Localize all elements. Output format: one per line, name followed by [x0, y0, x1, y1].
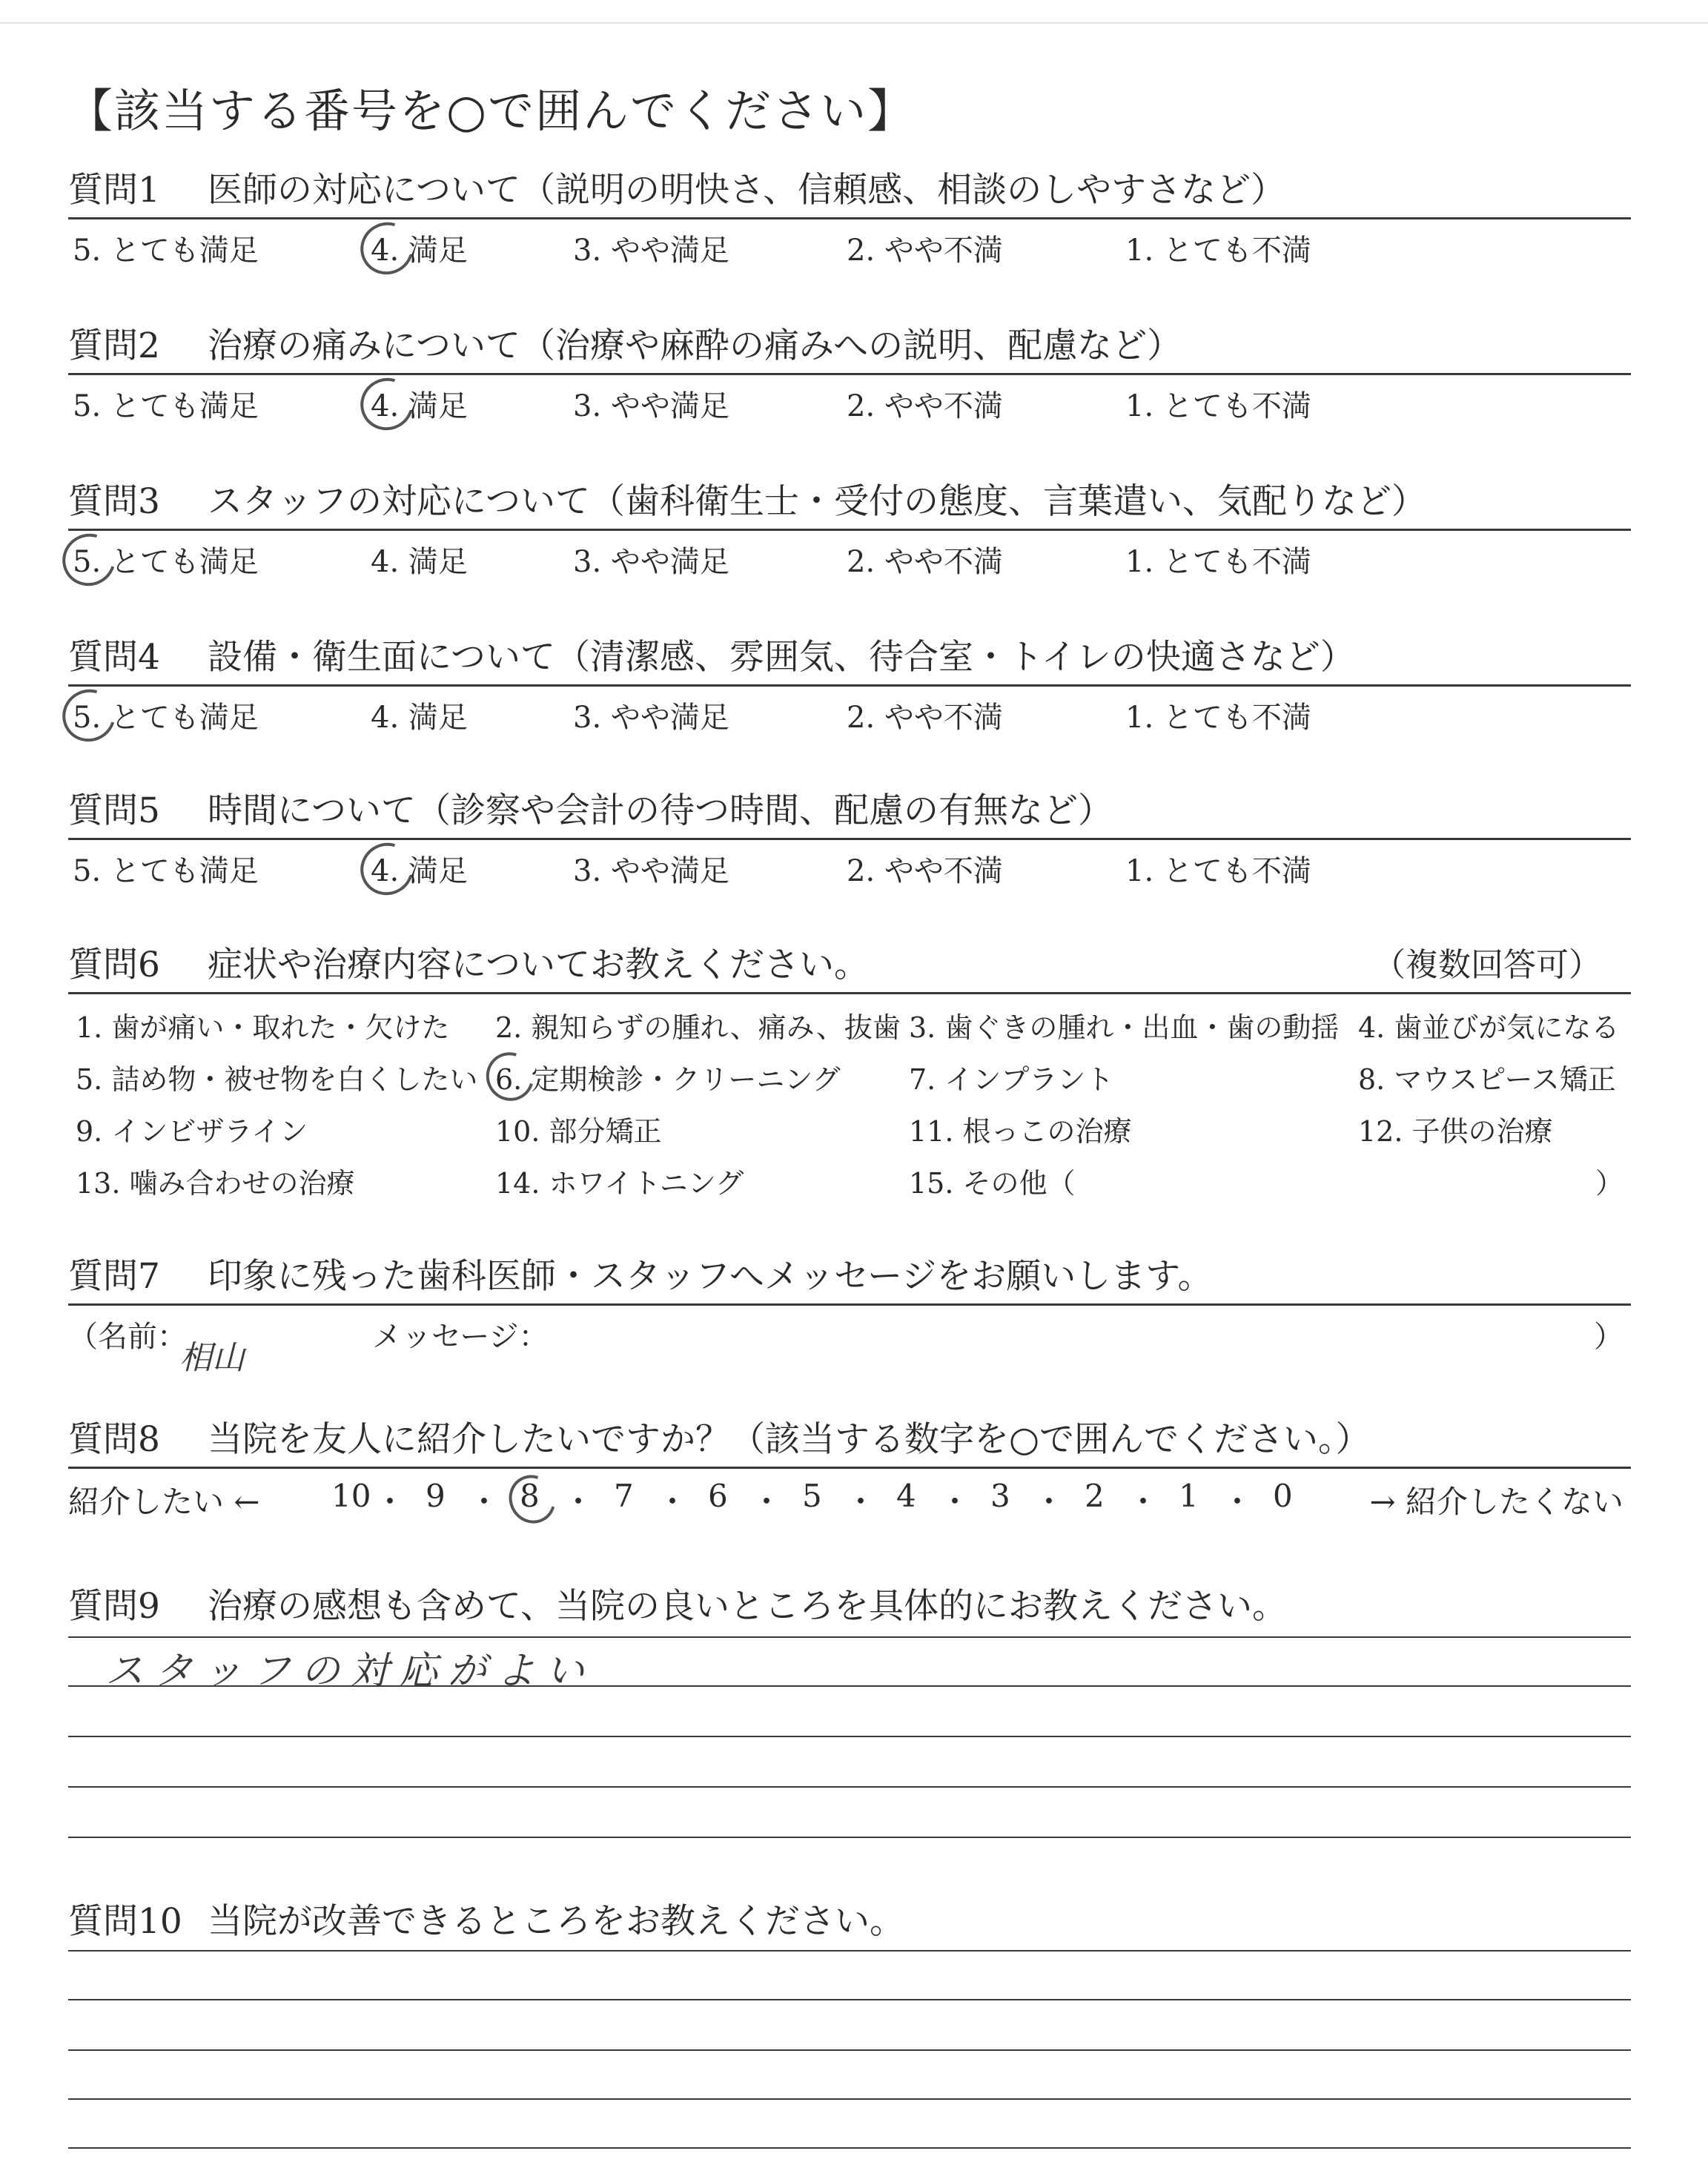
symptom-option[interactable]: 10. 部分矯正: [495, 1115, 662, 1148]
page-title: 【該当する番号を○で囲んでください】: [67, 84, 916, 138]
scale-value[interactable]: 3: [990, 1478, 1010, 1514]
question-text: 印象に残った歯科医師・スタッフへメッセージをお願いします。: [208, 1256, 1213, 1297]
symptom-option[interactable]: ）: [1595, 1167, 1623, 1200]
rating-options: [68, 383, 1631, 426]
scale-value[interactable]: 6: [708, 1478, 728, 1514]
rating-option[interactable]: 2. やや不満: [847, 234, 1003, 268]
rating-option[interactable]: 5. とても満足: [73, 854, 259, 888]
symptom-option[interactable]: 12. 子供の治療: [1358, 1115, 1553, 1148]
question-number: 質問5: [68, 790, 160, 831]
scale-value[interactable]: 9: [426, 1478, 446, 1514]
question-5: [68, 787, 1631, 890]
symptom-options: [68, 1005, 1631, 1227]
question-text: 症状や治療内容についてお教えください。: [208, 945, 870, 985]
question-title: [68, 167, 1631, 214]
rating-options: [68, 227, 1631, 270]
scale-value[interactable]: 0: [1273, 1478, 1293, 1514]
question-text: 治療の痛みについて（治療や麻酔の痛みへの説明、配慮など）: [208, 325, 1182, 366]
rating-option[interactable]: 5. とても満足: [73, 234, 259, 268]
circle-mark: [351, 213, 423, 284]
symptom-option[interactable]: 2. 親知らずの腫れ、痛み、抜歯: [495, 1011, 901, 1044]
writing-line: [68, 1999, 1631, 2000]
question-number: 質問3: [68, 481, 160, 522]
question-8: [68, 1416, 1631, 1522]
rating-option[interactable]: 4. 満足: [371, 234, 468, 268]
question-number: 質問9: [68, 1586, 160, 1627]
scale-separator: ・: [374, 1484, 406, 1520]
symptom-option[interactable]: 5. 詰め物・被せ物を白くしたい: [76, 1063, 478, 1096]
question-rule: [68, 1303, 1631, 1306]
symptom-option[interactable]: 14. ホワイトニング: [495, 1167, 744, 1200]
symptom-option[interactable]: 8. マウスピース矯正: [1358, 1063, 1616, 1096]
symptom-option[interactable]: 11. 根っこの治療: [909, 1115, 1132, 1148]
question-text: スタッフの対応について（歯科衛生士・受付の態度、言葉遣い、気配りなど）: [208, 481, 1427, 522]
question-rule: [68, 684, 1631, 687]
question-text: 設備・衛生面について（清潔感、雰囲気、待合室・トイレの快適さなど）: [208, 637, 1355, 678]
question-number: 質問8: [68, 1419, 160, 1460]
scale-separator: ・: [1033, 1484, 1065, 1520]
rating-option[interactable]: 2. やや不満: [847, 389, 1003, 423]
symptom-option[interactable]: 4. 歯並びが気になる: [1358, 1011, 1620, 1044]
rating-option[interactable]: 1. とても不満: [1125, 854, 1311, 888]
scale-value[interactable]: 10: [331, 1478, 371, 1514]
scale-separator: ・: [751, 1484, 783, 1520]
question-1: [68, 167, 1631, 270]
circle-mark: [500, 1467, 564, 1531]
answer-lines: [68, 1630, 1631, 1897]
question-number: 質問10: [68, 1901, 182, 1942]
handwritten-name: 相山: [179, 1339, 245, 1377]
scale-value[interactable]: 5: [802, 1478, 822, 1514]
rating-option[interactable]: 1. とても不満: [1125, 389, 1311, 423]
scale-value[interactable]: 8: [520, 1478, 540, 1514]
rating-option[interactable]: 5. とても満足: [73, 389, 259, 423]
circle-mark: [53, 524, 125, 595]
scale-separator: ・: [845, 1484, 877, 1520]
rating-option[interactable]: 1. とても不満: [1125, 234, 1311, 268]
question-rule: [68, 992, 1631, 994]
rating-option[interactable]: 2. やや不満: [847, 701, 1003, 735]
symptom-option[interactable]: 1. 歯が痛い・取れた・欠けた: [76, 1011, 450, 1044]
scale-separator: ・: [1128, 1484, 1159, 1520]
writing-line: [68, 1786, 1631, 1788]
rating-option[interactable]: 4. 満足: [371, 389, 468, 423]
question-text: 当院を友人に紹介したいですか？（該当する数字を○で囲んでください。）: [208, 1419, 1371, 1460]
rating-option[interactable]: 3. やや満足: [573, 701, 729, 735]
question-title: [68, 1416, 1631, 1464]
circle-mark: [53, 680, 125, 751]
rating-option[interactable]: 3. やや満足: [573, 854, 729, 888]
scale-value[interactable]: 2: [1085, 1478, 1105, 1514]
rating-option[interactable]: 3. やや満足: [573, 389, 729, 423]
rating-option[interactable]: 4. 満足: [371, 854, 468, 888]
rating-option[interactable]: 2. やや不満: [847, 854, 1003, 888]
question-rule: [68, 373, 1631, 375]
handwritten-answer: スタッフの対応がよい: [105, 1649, 595, 1693]
symptom-option[interactable]: 15. その他（: [909, 1167, 1076, 1200]
question-9: [68, 1583, 1631, 1897]
circle-mark: [351, 369, 423, 440]
scale-separator: ・: [469, 1484, 500, 1520]
question-title: [68, 787, 1631, 835]
rating-option[interactable]: 4. 満足: [371, 701, 468, 735]
question-number: 質問6: [68, 945, 160, 985]
question-2: [68, 323, 1631, 426]
writing-line: [68, 1837, 1631, 1838]
question-7: [68, 1253, 1631, 1377]
message-label: メッセージ：: [372, 1320, 549, 1354]
question-title: [68, 942, 1631, 989]
question-text: 医師の対応について（説明の明快さ、信頼感、相談のしやすさなど）: [208, 170, 1286, 211]
rating-option[interactable]: 5. とても満足: [73, 545, 259, 579]
question-rule: [68, 529, 1631, 531]
question-text: 当院が改善できるところをお教えください。: [208, 1901, 904, 1942]
question-title: [68, 1253, 1631, 1301]
scale-value[interactable]: 1: [1179, 1478, 1199, 1514]
close-paren: ）: [1594, 1320, 1623, 1354]
rating-option[interactable]: 1. とても不満: [1125, 545, 1311, 579]
question-title: [68, 323, 1631, 370]
writing-line: [68, 1736, 1631, 1737]
rating-option[interactable]: 3. やや満足: [573, 545, 729, 579]
multiple-answer-note: （複数回答可）: [1373, 946, 1601, 984]
question-number: 質問4: [68, 637, 160, 678]
rating-option[interactable]: 5. とても満足: [73, 701, 259, 735]
scale-separator: ・: [1222, 1484, 1254, 1520]
question-rule: [68, 217, 1631, 219]
question-rule: [68, 838, 1631, 840]
scale-separator: ・: [563, 1484, 595, 1520]
circle-mark: [351, 833, 423, 905]
writing-line: [68, 1950, 1631, 1951]
rating-option[interactable]: 3. やや満足: [573, 234, 729, 268]
question-text: 時間について（診察や会計の待つ時間、配慮の有無など）: [208, 790, 1113, 831]
rating-option[interactable]: 1. とても不満: [1125, 701, 1311, 735]
scale-separator: ・: [657, 1484, 689, 1520]
scale-value[interactable]: 4: [896, 1478, 916, 1514]
rating-option[interactable]: 4. 満足: [371, 545, 468, 579]
question-6: [68, 942, 1631, 1227]
scale-left-label: 紹介したい ←: [68, 1484, 260, 1520]
scale-value[interactable]: 7: [614, 1478, 634, 1514]
rating-options: [68, 694, 1631, 737]
question-title: [68, 634, 1631, 681]
question-title: [68, 1898, 1631, 1946]
scale-right-label: → 紹介したくない: [1369, 1484, 1623, 1520]
question-4: [68, 634, 1631, 737]
recommend-scale: [68, 1478, 1631, 1522]
rating-options: [68, 538, 1631, 581]
question-3: [68, 478, 1631, 581]
writing-line: [68, 2049, 1631, 2051]
name-label: （名前：: [68, 1320, 187, 1354]
question-rule: [68, 1467, 1631, 1469]
writing-line: [68, 2147, 1631, 2149]
rating-options: [68, 847, 1631, 890]
writing-line: [68, 1636, 1631, 1638]
circle-mark: [477, 1044, 542, 1109]
symptom-option[interactable]: 13. 噛み合わせの治療: [76, 1167, 355, 1200]
question-number: 質問7: [68, 1256, 160, 1297]
symptom-option[interactable]: 6. 定期検診・クリーニング: [495, 1063, 841, 1096]
question-text: 治療の感想も含めて、当院の良いところを具体的にお教えください。: [208, 1586, 1288, 1627]
symptom-option[interactable]: 3. 歯ぐきの腫れ・出血・歯の動揺: [909, 1011, 1340, 1044]
scale-separator: ・: [939, 1484, 971, 1520]
symptom-option[interactable]: 7. インプラント: [909, 1063, 1114, 1096]
question-10: [68, 1898, 1631, 2168]
rating-option[interactable]: 2. やや不満: [847, 545, 1003, 579]
question-title: [68, 1583, 1631, 1630]
symptom-option[interactable]: 9. インビザライン: [76, 1115, 308, 1148]
question-number: 質問1: [68, 170, 160, 211]
question-title: [68, 478, 1631, 526]
scan-edge: [0, 22, 1708, 24]
writing-line: [68, 2098, 1631, 2100]
question-number: 質問2: [68, 325, 160, 366]
answer-lines: [68, 1946, 1631, 2168]
